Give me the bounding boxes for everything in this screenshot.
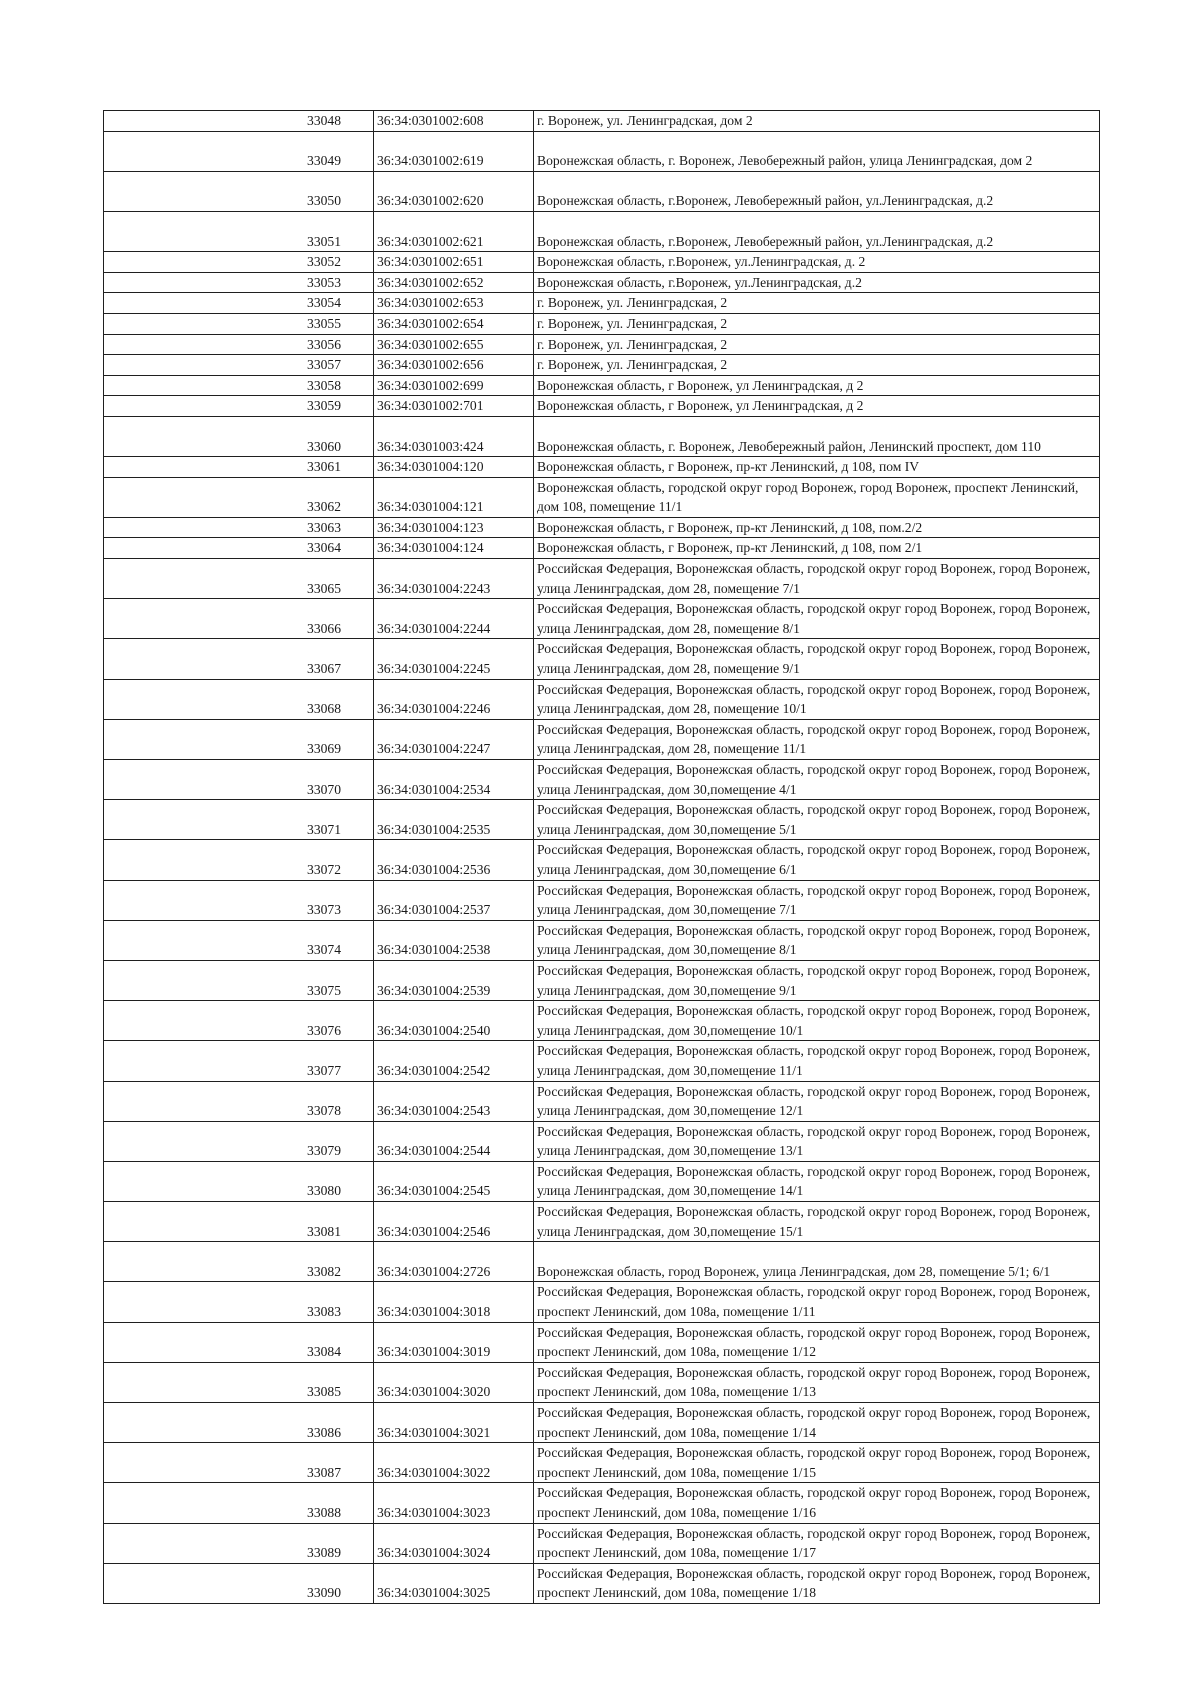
address-cell: Воронежская область, г Воронеж, пр-кт Ленинский, д 108, пом.2/2 xyxy=(534,517,1100,538)
record-number-cell: 33086 xyxy=(104,1403,374,1443)
record-number-cell: 33075 xyxy=(104,960,374,1000)
table-row xyxy=(104,559,1100,599)
address-cell: Российская Федерация, Воронежская область, городской округ город Воронеж, город Воронеж, улица Ленинградская, дом 28, помещение 9/1 xyxy=(534,639,1100,679)
address-cell: Воронежская область, г Воронеж, пр-кт Ленинский, д 108, пом 2/1 xyxy=(534,538,1100,559)
cadastral-number-cell: 36:34:0301002:656 xyxy=(374,355,534,376)
table-row xyxy=(104,760,1100,800)
cadastral-number-cell: 36:34:0301004:2546 xyxy=(374,1202,534,1242)
cadastral-number-cell: 36:34:0301004:2244 xyxy=(374,599,534,639)
cadastral-number-cell: 36:34:0301004:2726 xyxy=(374,1242,534,1282)
table-row xyxy=(104,1322,1100,1362)
table-row xyxy=(104,1483,1100,1523)
cadastral-number-cell: 36:34:0301004:3023 xyxy=(374,1483,534,1523)
cadastral-number-cell: 36:34:0301004:3019 xyxy=(374,1322,534,1362)
cadastral-number-cell: 36:34:0301002:701 xyxy=(374,396,534,417)
cadastral-number-cell: 36:34:0301004:3025 xyxy=(374,1563,534,1603)
table-row xyxy=(104,396,1100,417)
address-cell: Российская Федерация, Воронежская область, городской округ город Воронеж, город Воронеж, улица Ленинградская, дом 28, помещение 8/1 xyxy=(534,599,1100,639)
cadastral-number-cell: 36:34:0301004:121 xyxy=(374,477,534,517)
address-cell: Воронежская область, г Воронеж, пр-кт Ленинский, д 108, пом IV xyxy=(534,457,1100,478)
cadastral-number-cell: 36:34:0301002:619 xyxy=(374,131,534,171)
cadastral-number-cell: 36:34:0301002:621 xyxy=(374,211,534,251)
address-cell: Российская Федерация, Воронежская область, городской округ город Воронеж, город Воронеж, улица Ленинградская, дом 30,помещение 6/1 xyxy=(534,840,1100,880)
address-cell: Воронежская область, г Воронеж, ул Ленинградская, д 2 xyxy=(534,396,1100,417)
address-cell: Воронежская область, город Воронеж, улица Ленинградская, дом 28, помещение 5/1; 6/1 xyxy=(534,1242,1100,1282)
address-cell: Воронежская область, городской округ город Воронеж, город Воронеж, проспект Ленинский, дом 108, помещение 11/1 xyxy=(534,477,1100,517)
property-register-table xyxy=(103,110,1100,1604)
table-row xyxy=(104,375,1100,396)
table-row xyxy=(104,538,1100,559)
record-number-cell: 33069 xyxy=(104,719,374,759)
record-number-cell: 33090 xyxy=(104,1563,374,1603)
table-row xyxy=(104,477,1100,517)
table-row xyxy=(104,334,1100,355)
table-row xyxy=(104,1403,1100,1443)
record-number-cell: 33082 xyxy=(104,1242,374,1282)
address-cell: Российская Федерация, Воронежская область, городской округ город Воронеж, город Воронеж, проспект Ленинский, дом 108а, помещение 1/11 xyxy=(534,1282,1100,1322)
record-number-cell: 33085 xyxy=(104,1362,374,1402)
record-number-cell: 33073 xyxy=(104,880,374,920)
record-number-cell: 33067 xyxy=(104,639,374,679)
record-number-cell: 33049 xyxy=(104,131,374,171)
record-number-cell: 33076 xyxy=(104,1001,374,1041)
address-cell: г. Воронеж, ул. Ленинградская, 2 xyxy=(534,313,1100,334)
table-row xyxy=(104,960,1100,1000)
table-row xyxy=(104,920,1100,960)
address-cell: Российская Федерация, Воронежская область, городской округ город Воронеж, город Воронеж, улица Ленинградская, дом 30,помещение 5/1 xyxy=(534,800,1100,840)
cadastral-number-cell: 36:34:0301004:123 xyxy=(374,517,534,538)
record-number-cell: 33058 xyxy=(104,375,374,396)
cadastral-number-cell: 36:34:0301004:3021 xyxy=(374,1403,534,1443)
cadastral-number-cell: 36:34:0301004:2538 xyxy=(374,920,534,960)
table-row xyxy=(104,313,1100,334)
cadastral-number-cell: 36:34:0301002:620 xyxy=(374,171,534,211)
address-cell: Российская Федерация, Воронежская область, городской округ город Воронеж, город Воронеж, проспект Ленинский, дом 108а, помещение 1/16 xyxy=(534,1483,1100,1523)
register-table-body xyxy=(104,111,1100,1604)
record-number-cell: 33088 xyxy=(104,1483,374,1523)
record-number-cell: 33089 xyxy=(104,1523,374,1563)
table-row xyxy=(104,1362,1100,1402)
table-row xyxy=(104,517,1100,538)
cadastral-number-cell: 36:34:0301004:3024 xyxy=(374,1523,534,1563)
table-row xyxy=(104,1121,1100,1161)
table-row xyxy=(104,880,1100,920)
record-number-cell: 33083 xyxy=(104,1282,374,1322)
record-number-cell: 33053 xyxy=(104,272,374,293)
record-number-cell: 33048 xyxy=(104,111,374,132)
address-cell: Воронежская область, г. Воронеж, Левобережный район, Ленинский проспект, дом 110 xyxy=(534,416,1100,456)
record-number-cell: 33065 xyxy=(104,559,374,599)
table-row xyxy=(104,131,1100,171)
cadastral-number-cell: 36:34:0301004:124 xyxy=(374,538,534,559)
cadastral-number-cell: 36:34:0301004:2245 xyxy=(374,639,534,679)
cadastral-number-cell: 36:34:0301002:652 xyxy=(374,272,534,293)
record-number-cell: 33084 xyxy=(104,1322,374,1362)
table-row xyxy=(104,293,1100,314)
address-cell: Российская Федерация, Воронежская область, городской округ город Воронеж, город Воронеж, проспект Ленинский, дом 108а, помещение 1/14 xyxy=(534,1403,1100,1443)
record-number-cell: 33061 xyxy=(104,457,374,478)
record-number-cell: 33060 xyxy=(104,416,374,456)
cadastral-number-cell: 36:34:0301002:653 xyxy=(374,293,534,314)
cadastral-number-cell: 36:34:0301004:2246 xyxy=(374,679,534,719)
table-row xyxy=(104,840,1100,880)
address-cell: Российская Федерация, Воронежская область, городской округ город Воронеж, город Воронеж, улица Ленинградская, дом 30,помещение 15/1 xyxy=(534,1202,1100,1242)
table-row xyxy=(104,679,1100,719)
cadastral-number-cell: 36:34:0301002:654 xyxy=(374,313,534,334)
record-number-cell: 33078 xyxy=(104,1081,374,1121)
record-number-cell: 33062 xyxy=(104,477,374,517)
cadastral-number-cell: 36:34:0301002:608 xyxy=(374,111,534,132)
address-cell: Российская Федерация, Воронежская область, городской округ город Воронеж, город Воронеж, проспект Ленинский, дом 108а, помещение 1/17 xyxy=(534,1523,1100,1563)
address-cell: Воронежская область, г.Воронеж, ул.Ленинградская, д. 2 xyxy=(534,252,1100,273)
table-row xyxy=(104,719,1100,759)
address-cell: Российская Федерация, Воронежская область, городской округ город Воронеж, город Воронеж, улица Ленинградская, дом 30,помещение 12/1 xyxy=(534,1081,1100,1121)
address-cell: Российская Федерация, Воронежская область, городской округ город Воронеж, город Воронеж, проспект Ленинский, дом 108а, помещение 1/13 xyxy=(534,1362,1100,1402)
address-cell: Российская Федерация, Воронежская область, городской округ город Воронеж, город Воронеж, проспект Ленинский, дом 108а, помещение 1/12 xyxy=(534,1322,1100,1362)
cadastral-number-cell: 36:34:0301004:3018 xyxy=(374,1282,534,1322)
address-cell: г. Воронеж, ул. Ленинградская, 2 xyxy=(534,293,1100,314)
address-cell: Российская Федерация, Воронежская область, городской округ город Воронеж, город Воронеж, улица Ленинградская, дом 30,помещение 8/1 xyxy=(534,920,1100,960)
table-row xyxy=(104,639,1100,679)
table-row xyxy=(104,1443,1100,1483)
table-row xyxy=(104,416,1100,456)
table-row xyxy=(104,1001,1100,1041)
table-row xyxy=(104,1242,1100,1282)
cadastral-number-cell: 36:34:0301004:2535 xyxy=(374,800,534,840)
table-row xyxy=(104,599,1100,639)
address-cell: Российская Федерация, Воронежская область, городской округ город Воронеж, город Воронеж, улица Ленинградская, дом 30,помещение 7/1 xyxy=(534,880,1100,920)
cadastral-number-cell: 36:34:0301004:3020 xyxy=(374,1362,534,1402)
address-cell: Воронежская область, г Воронеж, ул Ленинградская, д 2 xyxy=(534,375,1100,396)
address-cell: Российская Федерация, Воронежская область, городской округ город Воронеж, город Воронеж, улица Ленинградская, дом 28, помещение 7/1 xyxy=(534,559,1100,599)
record-number-cell: 33059 xyxy=(104,396,374,417)
address-cell: Российская Федерация, Воронежская область, городской округ город Воронеж, город Воронеж, улица Ленинградская, дом 30,помещение 10/1 xyxy=(534,1001,1100,1041)
cadastral-number-cell: 36:34:0301002:655 xyxy=(374,334,534,355)
cadastral-number-cell: 36:34:0301004:2536 xyxy=(374,840,534,880)
table-row xyxy=(104,1563,1100,1603)
address-cell: Российская Федерация, Воронежская область, городской округ город Воронеж, город Воронеж, улица Ленинградская, дом 30,помещение 4/1 xyxy=(534,760,1100,800)
cadastral-number-cell: 36:34:0301002:699 xyxy=(374,375,534,396)
table-row xyxy=(104,457,1100,478)
record-number-cell: 33080 xyxy=(104,1161,374,1201)
table-row xyxy=(104,355,1100,376)
address-cell: Воронежская область, г.Воронеж, Левобережный район, ул.Ленинградская, д.2 xyxy=(534,211,1100,251)
table-row xyxy=(104,171,1100,211)
record-number-cell: 33052 xyxy=(104,252,374,273)
address-cell: Российская Федерация, Воронежская область, городской округ город Воронеж, город Воронеж, улица Ленинградская, дом 28, помещение 11/1 xyxy=(534,719,1100,759)
record-number-cell: 33064 xyxy=(104,538,374,559)
record-number-cell: 33054 xyxy=(104,293,374,314)
cadastral-number-cell: 36:34:0301004:2543 xyxy=(374,1081,534,1121)
address-cell: Воронежская область, г.Воронеж, ул.Ленинградская, д.2 xyxy=(534,272,1100,293)
address-cell: Российская Федерация, Воронежская область, городской округ город Воронеж, город Воронеж, улица Ленинградская, дом 30,помещение 11/1 xyxy=(534,1041,1100,1081)
record-number-cell: 33051 xyxy=(104,211,374,251)
record-number-cell: 33068 xyxy=(104,679,374,719)
address-cell: г. Воронеж, ул. Ленинградская, 2 xyxy=(534,334,1100,355)
cadastral-number-cell: 36:34:0301002:651 xyxy=(374,252,534,273)
address-cell: Российская Федерация, Воронежская область, городской округ город Воронеж, город Воронеж, улица Ленинградская, дом 30,помещение 14/1 xyxy=(534,1161,1100,1201)
record-number-cell: 33057 xyxy=(104,355,374,376)
record-number-cell: 33071 xyxy=(104,800,374,840)
record-number-cell: 33063 xyxy=(104,517,374,538)
table-row xyxy=(104,111,1100,132)
cadastral-number-cell: 36:34:0301004:2534 xyxy=(374,760,534,800)
cadastral-number-cell: 36:34:0301004:2539 xyxy=(374,960,534,1000)
record-number-cell: 33074 xyxy=(104,920,374,960)
record-number-cell: 33066 xyxy=(104,599,374,639)
record-number-cell: 33081 xyxy=(104,1202,374,1242)
address-cell: Российская Федерация, Воронежская область, городской округ город Воронеж, город Воронеж, проспект Ленинский, дом 108а, помещение 1/15 xyxy=(534,1443,1100,1483)
address-cell: г. Воронеж, ул. Ленинградская, 2 xyxy=(534,355,1100,376)
cadastral-number-cell: 36:34:0301004:2243 xyxy=(374,559,534,599)
address-cell: Российская Федерация, Воронежская область, городской округ город Воронеж, город Воронеж, улица Ленинградская, дом 28, помещение 10/1 xyxy=(534,679,1100,719)
address-cell: Российская Федерация, Воронежская область, городской округ город Воронеж, город Воронеж, улица Ленинградская, дом 30,помещение 9/1 xyxy=(534,960,1100,1000)
record-number-cell: 33050 xyxy=(104,171,374,211)
table-row xyxy=(104,1041,1100,1081)
table-row xyxy=(104,211,1100,251)
address-cell: Воронежская область, г.Воронеж, Левобережный район, ул.Ленинградская, д.2 xyxy=(534,171,1100,211)
cadastral-number-cell: 36:34:0301004:2545 xyxy=(374,1161,534,1201)
cadastral-number-cell: 36:34:0301004:3022 xyxy=(374,1443,534,1483)
cadastral-number-cell: 36:34:0301004:2247 xyxy=(374,719,534,759)
record-number-cell: 33077 xyxy=(104,1041,374,1081)
address-cell: Российская Федерация, Воронежская область, городской округ город Воронеж, город Воронеж, улица Ленинградская, дом 30,помещение 13/1 xyxy=(534,1121,1100,1161)
record-number-cell: 33070 xyxy=(104,760,374,800)
cadastral-number-cell: 36:34:0301004:2544 xyxy=(374,1121,534,1161)
cadastral-number-cell: 36:34:0301004:2542 xyxy=(374,1041,534,1081)
record-number-cell: 33079 xyxy=(104,1121,374,1161)
table-row xyxy=(104,252,1100,273)
cadastral-number-cell: 36:34:0301004:2540 xyxy=(374,1001,534,1041)
record-number-cell: 33072 xyxy=(104,840,374,880)
table-row xyxy=(104,1081,1100,1121)
table-row xyxy=(104,1523,1100,1563)
address-cell: г. Воронеж, ул. Ленинградская, дом 2 xyxy=(534,111,1100,132)
table-row xyxy=(104,800,1100,840)
record-number-cell: 33087 xyxy=(104,1443,374,1483)
cadastral-number-cell: 36:34:0301004:2537 xyxy=(374,880,534,920)
record-number-cell: 33056 xyxy=(104,334,374,355)
cadastral-number-cell: 36:34:0301004:120 xyxy=(374,457,534,478)
address-cell: Российская Федерация, Воронежская область, городской округ город Воронеж, город Воронеж, проспект Ленинский, дом 108а, помещение 1/18 xyxy=(534,1563,1100,1603)
cadastral-number-cell: 36:34:0301003:424 xyxy=(374,416,534,456)
record-number-cell: 33055 xyxy=(104,313,374,334)
table-row xyxy=(104,1202,1100,1242)
address-cell: Воронежская область, г. Воронеж, Левобережный район, улица Ленинградская, дом 2 xyxy=(534,131,1100,171)
table-row xyxy=(104,1282,1100,1322)
table-row xyxy=(104,1161,1100,1201)
table-row xyxy=(104,272,1100,293)
